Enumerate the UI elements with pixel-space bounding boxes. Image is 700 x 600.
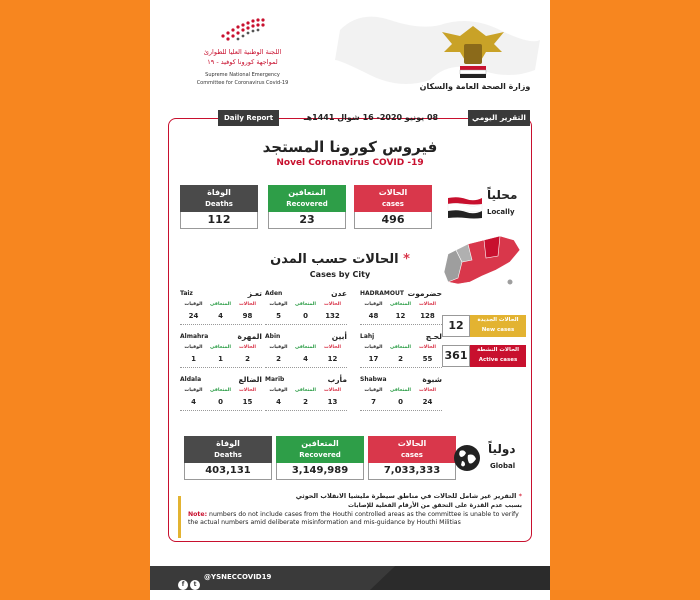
city-cases: 2 <box>245 355 250 363</box>
cases-col-label: الحالات <box>323 388 342 393</box>
city-deaths: 4 <box>191 398 196 406</box>
recovered-col-label: المتعافي <box>389 302 412 307</box>
city-recovered: 12 <box>395 312 406 320</box>
city-name-en: Lahj <box>360 333 375 340</box>
note: * التقرير غير شامل للحالات في مناطق سيطرة مليشيا الانقلاب الحوثي بسبب عدم القدرة على التحقق من الأرقام الفعلية للإصابات Note: numbers do not include cases from the Houthi controlled areas as the committee is unable to verify the actual numbers amid deliberate misinformation and mis-guidance by Houthi Militias <box>188 492 522 526</box>
divider <box>265 324 347 325</box>
cases-col-label: الحالات <box>323 345 342 350</box>
city-recovered: 4 <box>218 312 223 320</box>
new-cases-box: 12 الحالات الجديدة New cases <box>442 315 526 337</box>
city-name-en: Aden <box>265 290 283 297</box>
local-recovered-value: 23 <box>268 212 346 229</box>
cases-col-label: الحالات <box>238 302 257 307</box>
city-cases: 98 <box>242 312 253 320</box>
global-cases-box: الحالات cases 7,033,333 <box>368 436 456 480</box>
city-deaths: 7 <box>371 398 376 406</box>
recovered-col-label: المتعافي <box>294 302 317 307</box>
global-recovered-value: 3,149,989 <box>276 463 364 480</box>
deaths-col-label: الوفيات <box>184 302 203 307</box>
recovered-col-label: المتعافي <box>209 388 232 393</box>
committee-name-en-1: Supreme National Emergency <box>205 72 280 78</box>
city-recovered: 2 <box>398 355 403 363</box>
city-recovered: 2 <box>303 398 308 406</box>
city-name-ar: مأرب <box>327 375 347 384</box>
facebook-icon[interactable]: f <box>178 580 188 590</box>
cases-col-label: الحالات <box>418 302 437 307</box>
locally-label-en: Locally <box>487 208 515 216</box>
local-cases-value: 496 <box>354 212 432 229</box>
city-name-ar: المهرة <box>237 332 262 341</box>
divider <box>180 410 262 411</box>
city-cases: 12 <box>327 355 338 363</box>
local-deaths-box: الوفاة Deaths 112 <box>180 185 258 229</box>
report-page <box>150 0 550 600</box>
city-deaths: 2 <box>276 355 281 363</box>
city-card <box>360 376 442 414</box>
recovered-col-label: المتعافي <box>389 388 412 393</box>
cases-col-label: الحالات <box>418 345 437 350</box>
city-name-en: HADRAMOUT <box>360 290 404 297</box>
cases-col-label: الحالات <box>418 388 437 393</box>
city-card <box>180 290 262 328</box>
city-name-en: Abin <box>265 333 281 340</box>
world-map-background <box>320 0 550 120</box>
recovered-col-label: المتعافي <box>209 302 232 307</box>
city-name-ar: حضرموت <box>407 289 442 298</box>
committee-name-ar-2: لمواجهة كورونا كوفيد - ١٩ <box>207 58 278 66</box>
social-handle[interactable]: @YSNECCOVID19 <box>204 573 272 581</box>
divider <box>265 410 347 411</box>
deaths-col-label: الوفيات <box>364 302 383 307</box>
city-deaths: 17 <box>368 355 379 363</box>
committee-name-en-2: Committee for Coronavirus Covid-19 <box>196 80 289 86</box>
city-name-ar: تعـز <box>247 289 262 298</box>
city-card <box>265 333 347 371</box>
divider <box>360 410 442 411</box>
local-deaths-value: 112 <box>180 212 258 229</box>
city-cases: 15 <box>242 398 253 406</box>
city-recovered: 0 <box>218 398 223 406</box>
city-name-ar: الضالع <box>238 375 262 384</box>
city-card <box>265 376 347 414</box>
global-deaths-box: الوفاة Deaths 403,131 <box>184 436 272 480</box>
city-card <box>180 333 262 371</box>
city-card <box>180 376 262 414</box>
divider <box>360 367 442 368</box>
city-name-ar: شبوة <box>422 375 442 384</box>
yemen-emblem-icon <box>438 22 508 80</box>
city-recovered: 4 <box>303 355 308 363</box>
city-cases: 55 <box>422 355 433 363</box>
city-name-ar: لحـج <box>425 332 442 341</box>
local-cases-box: الحالات cases 496 <box>354 185 432 229</box>
city-card <box>360 290 442 328</box>
global-label-ar: دولياً <box>488 442 516 456</box>
divider <box>360 324 442 325</box>
cases-col-label: الحالات <box>238 345 257 350</box>
globe-icon <box>452 443 482 473</box>
locally-label-ar: محلياً <box>487 188 518 202</box>
recovered-col-label: المتعافي <box>389 345 412 350</box>
global-deaths-value: 403,131 <box>184 463 272 480</box>
city-name-ar: أبين <box>331 332 347 341</box>
title-ar: فيروس كورونا المستجد <box>262 138 438 156</box>
deaths-col-label: الوفيات <box>364 388 383 393</box>
divider <box>180 367 262 368</box>
city-card <box>265 290 347 328</box>
city-deaths: 5 <box>276 312 281 320</box>
city-name-ar: عدن <box>331 289 347 298</box>
city-name-en: Shabwa <box>360 376 387 383</box>
city-name-en: Taiz <box>180 290 193 297</box>
cities-title-ar: * الحالات حسب المدن <box>270 252 410 267</box>
cases-col-label: الحالات <box>323 302 342 307</box>
new-cases-value: 12 <box>442 315 470 337</box>
divider <box>265 367 347 368</box>
global-label-en: Global <box>490 462 516 470</box>
deaths-col-label: الوفيات <box>364 345 383 350</box>
deaths-col-label: الوفيات <box>269 302 288 307</box>
yemen-flag-icon <box>446 196 484 220</box>
cities-title-en: Cases by City <box>309 270 371 279</box>
city-cases: 128 <box>420 312 435 320</box>
city-name-en: Aldala <box>180 376 202 383</box>
deaths-col-label: الوفيات <box>269 388 288 393</box>
local-recovered-box: المتعافين Recovered 23 <box>268 185 346 229</box>
recovered-col-label: المتعافي <box>294 388 317 393</box>
global-recovered-box: المتعافين Recovered 3,149,989 <box>276 436 364 480</box>
deaths-col-label: الوفيات <box>184 388 203 393</box>
cases-col-label: الحالات <box>238 388 257 393</box>
yemen-map-icon <box>440 232 524 292</box>
city-deaths: 24 <box>188 312 199 320</box>
twitter-icon[interactable]: t <box>190 580 200 590</box>
footer-strip <box>370 566 550 590</box>
city-deaths: 4 <box>276 398 281 406</box>
divider <box>180 324 262 325</box>
city-recovered: 0 <box>398 398 403 406</box>
city-cases: 132 <box>325 312 340 320</box>
daily-report-en: Daily Report <box>218 110 279 126</box>
city-name-en: Marib <box>265 376 285 383</box>
city-deaths: 1 <box>191 355 196 363</box>
active-cases-value: 361 <box>442 345 470 367</box>
active-cases-box: 361 الحالات النشطة Active cases <box>442 345 526 367</box>
daily-report-ar: التقرير اليومي <box>468 110 530 126</box>
report-date: 08 يونيو 2020- 16 شوال 1441هـ <box>303 113 439 122</box>
global-cases-value: 7,033,333 <box>368 463 456 480</box>
city-card <box>360 333 442 371</box>
deaths-col-label: الوفيات <box>269 345 288 350</box>
city-recovered: 1 <box>218 355 223 363</box>
dots-logo-icon <box>215 16 275 44</box>
city-recovered: 0 <box>303 312 308 320</box>
city-name-en: Almahra <box>180 333 209 340</box>
title-en: Novel Coronavirus COVID -19 <box>276 158 424 168</box>
recovered-col-label: المتعافي <box>294 345 317 350</box>
recovered-col-label: المتعافي <box>209 345 232 350</box>
social-icons <box>178 571 202 590</box>
committee-name-ar-1: اللجنة الوطنية العليا للطوارئ <box>203 48 282 56</box>
deaths-col-label: الوفيات <box>184 345 203 350</box>
city-deaths: 48 <box>368 312 379 320</box>
city-cases: 13 <box>327 398 338 406</box>
city-cases: 24 <box>422 398 433 406</box>
report-bar <box>170 110 530 126</box>
ministry-name: وزارة الصحة العامة والسكان <box>419 82 531 91</box>
